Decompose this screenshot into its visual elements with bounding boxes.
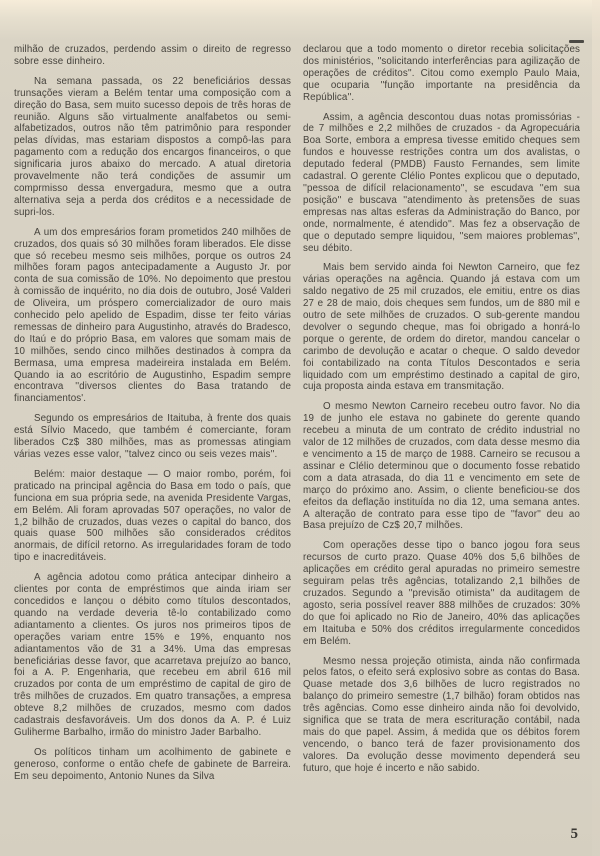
paragraph: Segundo os empresários de Itaituba, à frente dos quais está Sílvio Macedo, que também é comerciante, foram liberados Cz$ 380 milhões, mas as promessas atingiam várias vezes esse valor, ''talvez cinco ou seis vezes mais''. xyxy=(14,413,291,460)
article-body xyxy=(14,44,580,791)
left-column xyxy=(14,44,291,791)
paragraph: Com operações desse tipo o banco jogou fora seus recursos de curto prazo. Quase 40% dos 5,6 bilhões de aplicações em crédito geral apuradas no primeiro semestre seguiram pelas três agências, totalizando 2,1 bilhões de cruzados. Segundo a ''previsão otimista'' da auditagem de agosto, seria possível reaver 888 milhões de cruzados: 30% do que foi aplicado no Rio de Janeiro, 40% das aplicações em Itaituba e 50% dos créditos irregularmente concedidos em Belém. xyxy=(303,540,580,647)
paragraph: declarou que a todo momento o diretor recebia solicitações dos ministérios, ''solicitando interferências para agilização de operações de créditos''. Citou como exemplo Paulo Maia, que ocuparia ''função importante na presidência da República''. xyxy=(303,44,580,103)
paragraph: A um dos empresários foram prometidos 240 milhões de cruzados, dos quais só 30 milhões foram liberados. Ele disse que só recebeu mesmo seis milhões, porque os outros 24 milhões foram pagos antecipadamente a Augusto Jr. por conta de sua comissão de 10%. No depoimento que prestou à comissão de inquérito, no dia dois de outubro, José Valderi de Oliveira, um próspero comercializador de ouro mais conhecido pelo apelido de Espadim, disse ter feito várias remessas de dinheiro para Augustinho, através do Bradesco, do Itaú e do próprio Basa, em valores que somam mais de 10 milhões, sendo cinco milhões destinados à compra da Bermasa, uma empresa madeireira instalada em Belém. Quando ia ao escritório de Augustinho, Espadim sempre encontrava ''diversos clientes do Basa tratando de financiamentos'. xyxy=(14,226,291,405)
paragraph: Belém: maior destaque — O maior rombo, porém, foi praticado na principal agência do Basa em todo o país, que funciona em sua própria sede, na avenida Presidente Vargas, em Belém. Ali foram aprovadas 507 operações, no valor de 1,2 bilhão de cruzados, duas vezes o capital do banco, dos quais quase 500 milhões são considerados créditos anormais, de difícil retorno. As irregularidades foram de todo tipo e inacreditáveis. xyxy=(14,468,291,564)
paragraph: O mesmo Newton Carneiro recebeu outro favor. No dia 19 de junho ele estava no gabinete do gerente quando recebeu a minuta de um contrato de crédito industrial no valor de 12 milhões de cruzados, com data desse mesmo dia e vencimento a 15 de março de 1988. Carneiro se recusou a assinar e Clélio determinou que o documento fosse rebatido com a data atrasada, do dia 11 e vencimento em sete de março do próximo ano. Assim, o cliente beneficiou-se dos efeitos da deflação instituída no dia 12, uma semana antes. A alteração de contrato para esse tipo de ''favor'' deu ao Basa prejuízo de Cz$ 20,7 milhões. xyxy=(303,401,580,532)
right-column xyxy=(303,44,580,791)
paragraph: Mais bem servido ainda foi Newton Carneiro, que fez várias operações na agência. Quando já estava com um saldo negativo de 25 mil cruzados, ele emitiu, entre os dias 27 e 28 de maio, dois cheques sem fundos, um de 880 mil e outro de sete milhões de cruzados. O sub-gerente mandou devolver o segundo cheque, mas foi obrigado a honrá-lo porque o gerente, de ordem do diretor, mandou cancelar o carimbo de devolução e acatar o cheque. O saldo devedor foi contabilizado na conta Títulos Descontados e seria liquidado com um empréstimo destinado a capital de giro, cuja proposta ainda estava em transmitação. xyxy=(303,262,580,393)
paragraph: Na semana passada, os 22 beneficiários dessas trunsações vieram a Belém tentar uma composição com a direção do Basa, sem muito sucesso depois de três horas de reunião. Alguns são virtualmente analfabetos ou semi-alfabetizados, outros não têm patrimônio para responder pelas dívidas, mas estariam dispostos a compô-las para pagamento com a redução dos encargos financeiros, o que significaria juros abaixo do mercado. A atual diretoria provavelmente não terá condições de assumir um comprmisso dessa envergadura, mesmo que a outra alternativa seja a perda dos créditos e a necessidade de supri-los. xyxy=(14,75,291,218)
paragraph: Mesmo nessa projeção otimista, ainda não confirmada pelos fatos, o efeito será explosivo sobre as contas do Basa. Quase metade dos 3,6 bilhões de lucro registrados no balanço do primeiro semestre (1,7 bilhão) foram obtidos nas três agências. Como esse dinheiro ainda não foi devolvido, significa que se trata de mera escrituração contábil, nada mais do que papel. Assim, á medida que os débitos forem vencendo, o banco terá de fazer provisionamento dos valores. Da evolução desse movimento dependerá seu futuro, que hoje é incerto e não sabido. xyxy=(303,655,580,774)
margin-dash-mark xyxy=(569,40,584,43)
paragraph: Assim, a agência descontou duas notas promissórias - de 7 milhões e 2,2 milhões de cruzados - da Agropecuária Boa Sorte, embora a empresa tivesse emitido cheques sem fundos e houvesse restrições contra um dos avalistas, o deputado federal (PMDB) Fausto Fernandes, sem limite cadastral. O gerente Clélio Pontes explicou que o deputado, ''pessoa de difícil relacionamento'', se escudava ''em sua posição'' e buscava ''atendimento às pretensões de suas empresas nas altas esferas da Administração do Banco, por onde, normalmente, é atendido''. Mas fez a observação de que o deputado sempre liquidou, ''sem maiores problemas'', seu débito. xyxy=(303,111,580,254)
paragraph: A agência adotou como prática antecipar dinheiro a clientes por conta de empréstimos que ainda iriam ser concedidos e lançou o débito como títulos descontados, quando na verdade deveria tê-lo contabilizado como adiantamento a clientes. Os juros nos primeiros tipos de operações variam entre 15% e 19%, enquanto nos adiantamentos vão de 31 a 34%. Uma das empresas beneficiárias desse favor, que acarretava prejuízo ao banco, foi a A. P. Engenharia, que recebeu em abril 616 mil cruzados por conta de um empréstimo de capital de giro de três milhões de cruzados. Em quatro transações, a empresa obteve 8,2 milhões de cruzados, mesmo com dados cadastrais desfavoráveis. Um dos donos da A. P. é Luiz Guliherme Barbalho, irmão do ministro Jader Barbalho. xyxy=(14,572,291,738)
paragraph: Os políticos tinham um acolhimento de gabinete e generoso, conforme o então chefe de gabinete de Barreira. Em seu depoimento, Antonio Nunes da Silva xyxy=(14,746,291,782)
paragraph: milhão de cruzados, perdendo assim o direito de regresso sobre esse dinheiro. xyxy=(14,44,291,67)
page-number: 5 xyxy=(570,826,578,842)
